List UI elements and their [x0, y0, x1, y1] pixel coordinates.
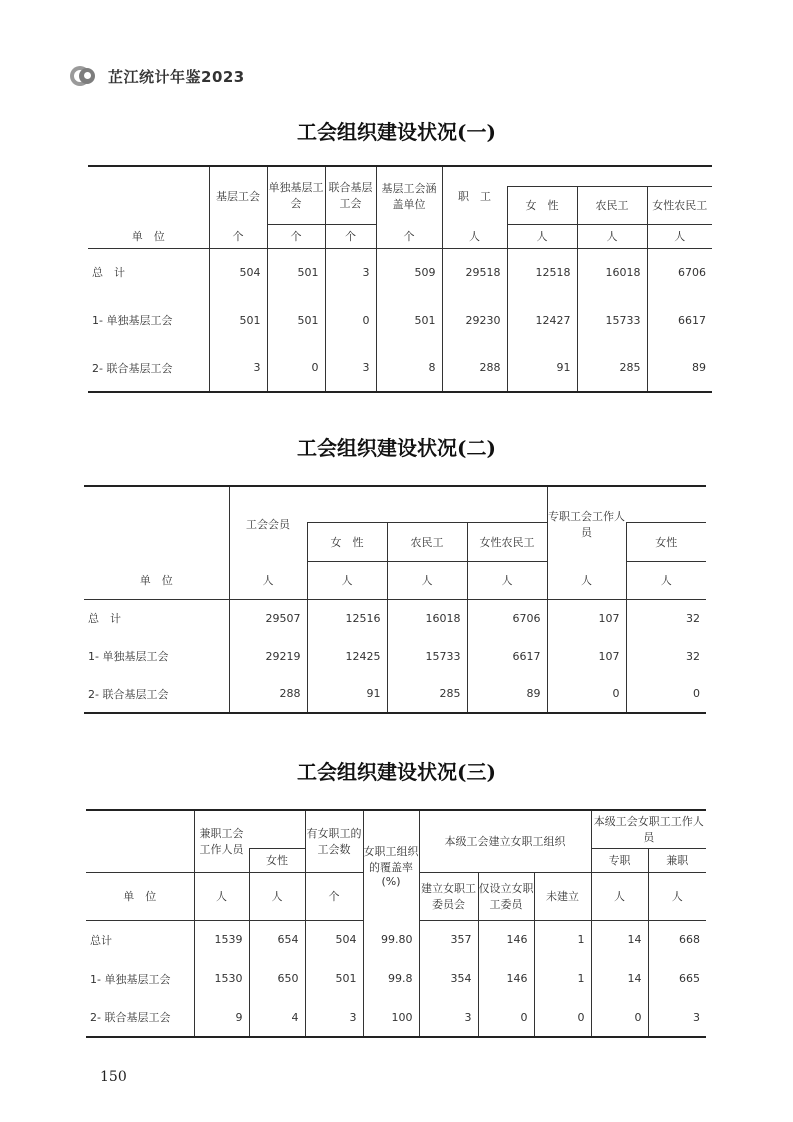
- data-cell: 146: [478, 920, 534, 959]
- unit-cell: 人: [307, 561, 387, 599]
- data-cell: 9: [194, 998, 249, 1037]
- col-zhuanzhi-header: 专职: [591, 848, 648, 872]
- unit-label: 单 位: [86, 872, 194, 920]
- data-cell: 29518: [442, 248, 507, 296]
- table-row: [84, 599, 706, 637]
- row-label: 2- 联合基层工会: [84, 675, 229, 713]
- data-cell: 89: [467, 675, 547, 713]
- data-cell: 12516: [307, 599, 387, 637]
- data-cell: 4: [249, 998, 305, 1037]
- data-cell: 0: [591, 998, 648, 1037]
- data-cell: 501: [305, 959, 363, 998]
- row-label: 总 计: [88, 612, 121, 626]
- unit-cell: 人: [194, 872, 249, 920]
- col-jinshe-header: 仅设立女职工委员: [478, 872, 534, 920]
- data-cell: 14: [591, 959, 648, 998]
- data-cell: 3: [209, 344, 267, 392]
- col-nvxing-header: 女性: [249, 848, 305, 872]
- data-cell: 3: [305, 998, 363, 1037]
- row-label: 1- 单独基层工会: [88, 650, 169, 663]
- data-cell: 6617: [647, 296, 712, 344]
- col-jianli-header: 建立女职工委员会: [419, 872, 478, 920]
- data-cell: 668: [648, 920, 706, 959]
- data-cell: 501: [267, 248, 325, 296]
- data-cell: 650: [249, 959, 305, 998]
- col-lianhe-header: 联合基层工会: [325, 166, 376, 224]
- row-label: 1- 单独基层工会: [90, 972, 171, 986]
- table-row: [84, 637, 706, 675]
- data-cell: 29230: [442, 296, 507, 344]
- table-row: [88, 344, 712, 392]
- unit-cell: 个: [209, 224, 267, 248]
- unit-cell: 人: [577, 224, 647, 248]
- data-cell: 0: [325, 296, 376, 344]
- data-cell: 99.80: [363, 920, 419, 959]
- data-cell: 357: [419, 920, 478, 959]
- table1-title: 工会组织建设状况(一): [297, 120, 496, 144]
- unit-cell: 个: [325, 224, 376, 248]
- data-cell: 504: [209, 248, 267, 296]
- data-cell: 146: [478, 959, 534, 998]
- yearbook-logo-icon: [70, 64, 100, 88]
- row-label: 2- 联合基层工会: [86, 998, 194, 1037]
- data-cell: 354: [419, 959, 478, 998]
- data-cell: 504: [305, 920, 363, 959]
- col-nv-nongmingong-header: 女性农民工: [647, 186, 712, 224]
- data-cell: 16018: [577, 248, 647, 296]
- data-cell: 3: [648, 998, 706, 1037]
- unit-cell: 个: [305, 872, 363, 920]
- data-cell: 32: [626, 599, 706, 637]
- unit-cell: 人: [507, 224, 577, 248]
- running-header: [70, 62, 245, 90]
- data-cell: 0: [547, 675, 626, 713]
- data-cell: 509: [376, 248, 442, 296]
- data-cell: 3: [419, 998, 478, 1037]
- table2: [84, 485, 706, 714]
- table-row: [88, 296, 712, 344]
- data-cell: 12518: [507, 248, 577, 296]
- col-you-nvzhigong-header: 有女职工的工会数: [305, 810, 363, 872]
- data-cell: 654: [249, 920, 305, 959]
- data-cell: 6617: [467, 637, 547, 675]
- col-weijianli-header: 未建立: [534, 872, 591, 920]
- unit-cell: 人: [229, 561, 307, 599]
- data-cell: 16018: [387, 599, 467, 637]
- data-cell: 99.8: [363, 959, 419, 998]
- table-row: [86, 959, 706, 998]
- row-label: 总 计: [92, 266, 125, 280]
- col-benji-renyuan-header: 本级工会女职工工作人员: [591, 810, 706, 848]
- data-cell: 3: [325, 248, 376, 296]
- data-cell: 91: [307, 675, 387, 713]
- data-cell: 8: [376, 344, 442, 392]
- data-cell: 0: [534, 998, 591, 1037]
- col-hangai-header: 基层工会涵盖单位: [376, 166, 442, 224]
- data-cell: 288: [442, 344, 507, 392]
- data-cell: 285: [387, 675, 467, 713]
- col-nongmingong-header: 农民工: [577, 186, 647, 224]
- col-jiceng-header: 基层工会: [209, 166, 267, 224]
- unit-label: 单 位: [84, 561, 229, 599]
- data-cell: 1: [534, 920, 591, 959]
- data-cell: 0: [626, 675, 706, 713]
- table1: [88, 165, 712, 393]
- unit-cell: 人: [442, 224, 507, 248]
- data-cell: 501: [209, 296, 267, 344]
- data-cell: 285: [577, 344, 647, 392]
- data-cell: 1: [534, 959, 591, 998]
- data-cell: 89: [647, 344, 712, 392]
- col-dandu-header: 单独基层工会: [267, 166, 325, 224]
- book-title: 芷江统计年鉴2023: [108, 67, 245, 86]
- unit-cell: 个: [267, 224, 325, 248]
- col-nvxing-header: 女 性: [307, 522, 387, 561]
- row-label: 1- 单独基层工会: [92, 314, 173, 327]
- data-cell: 107: [547, 599, 626, 637]
- table-row: [88, 248, 712, 296]
- table-row: [84, 675, 706, 713]
- data-cell: 1539: [194, 920, 249, 959]
- data-cell: 6706: [647, 248, 712, 296]
- unit-cell: 人: [626, 561, 706, 599]
- data-cell: 12427: [507, 296, 577, 344]
- col-zhuanzhi-header: 专职工会工作人员: [547, 486, 626, 561]
- table3-title: 工会组织建设状况(三): [297, 760, 496, 784]
- unit-cell: 人: [648, 872, 706, 920]
- unit-cell: 人: [591, 872, 648, 920]
- unit-cell: 人: [647, 224, 712, 248]
- unit-label: 单 位: [88, 224, 209, 248]
- data-cell: 0: [267, 344, 325, 392]
- data-cell: 288: [229, 675, 307, 713]
- data-cell: 15733: [577, 296, 647, 344]
- col-nv-nongmingong-header: 女性农民工: [467, 522, 547, 561]
- unit-cell: 人: [249, 872, 305, 920]
- table3: [86, 809, 706, 1038]
- col-fugailv-header: 女职工组织的覆盖率(%): [363, 810, 419, 920]
- col-jianzhi-header: 兼职工会工作人员: [194, 810, 249, 872]
- table-row: [86, 998, 706, 1037]
- col-nvxing-header: 女 性: [507, 186, 577, 224]
- unit-cell: 人: [547, 561, 626, 599]
- data-cell: 665: [648, 959, 706, 998]
- row-label: 2- 联合基层工会: [88, 344, 209, 392]
- unit-cell: 人: [467, 561, 547, 599]
- page-number: 150: [100, 1069, 127, 1085]
- data-cell: 3: [325, 344, 376, 392]
- data-cell: 107: [547, 637, 626, 675]
- data-cell: 0: [478, 998, 534, 1037]
- data-cell: 29219: [229, 637, 307, 675]
- col-benji-zuzhi-header: 本级工会建立女职工组织: [419, 810, 591, 872]
- data-cell: 1530: [194, 959, 249, 998]
- unit-cell: 个: [376, 224, 442, 248]
- data-cell: 29507: [229, 599, 307, 637]
- col-zhigong-header: 职 工: [442, 166, 507, 224]
- col-jianzhi2-header: 兼职: [648, 848, 706, 872]
- data-cell: 15733: [387, 637, 467, 675]
- data-cell: 501: [267, 296, 325, 344]
- data-cell: 100: [363, 998, 419, 1037]
- data-cell: 32: [626, 637, 706, 675]
- col-nongmingong-header: 农民工: [387, 522, 467, 561]
- col-huiyuan-header: 工会会员: [229, 486, 307, 561]
- unit-cell: 人: [387, 561, 467, 599]
- table2-title: 工会组织建设状况(二): [297, 436, 496, 460]
- data-cell: 91: [507, 344, 577, 392]
- data-cell: 12425: [307, 637, 387, 675]
- data-cell: 14: [591, 920, 648, 959]
- data-cell: 6706: [467, 599, 547, 637]
- col-nvxing2-header: 女性: [626, 522, 706, 561]
- table-row: [86, 920, 706, 959]
- data-cell: 501: [376, 296, 442, 344]
- row-label: 总计: [90, 933, 112, 947]
